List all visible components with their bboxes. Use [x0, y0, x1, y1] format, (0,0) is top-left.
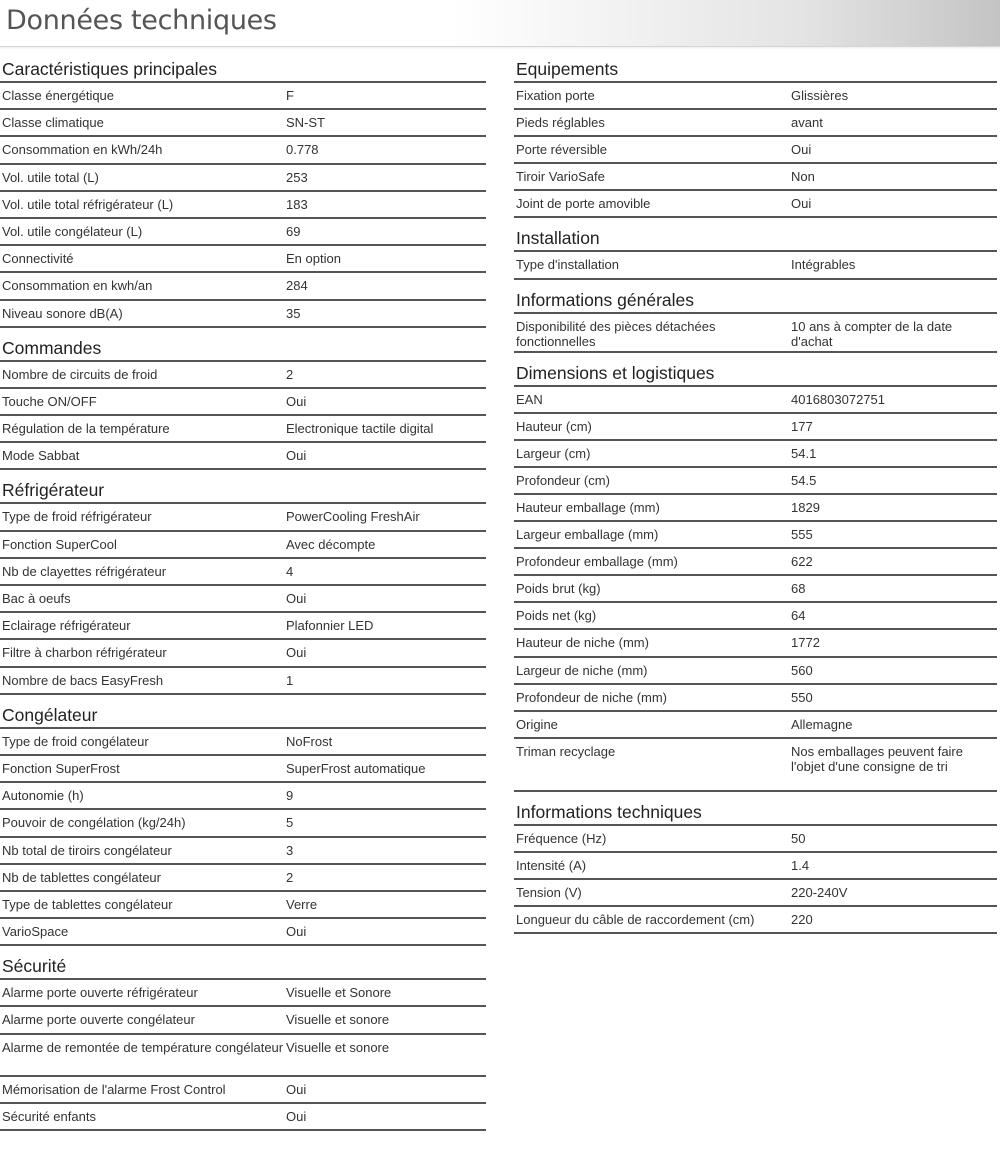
spec-value: Visuelle et sonore	[286, 1039, 390, 1055]
spec-value: Avec décompte	[286, 536, 376, 552]
spec-row	[514, 495, 997, 522]
spec-row	[0, 1077, 486, 1104]
spec-label: Hauteur (cm)	[516, 418, 592, 434]
spec-label: Nb de clayettes réfrigérateur	[2, 563, 167, 579]
spec-row	[0, 389, 486, 416]
spec-row	[0, 1007, 486, 1034]
spec-label: Vol. utile total (L)	[2, 169, 99, 185]
spec-row	[514, 522, 997, 549]
section-caracteristiques-principales	[0, 58, 486, 328]
spec-row	[0, 362, 486, 389]
spec-row	[514, 739, 997, 792]
spec-value: avant	[791, 115, 823, 131]
section-congelateur	[0, 704, 486, 947]
spec-label: Largeur emballage (mm)	[516, 527, 659, 543]
section-title: Installation	[514, 227, 997, 252]
spec-row	[0, 586, 486, 613]
section-title: Réfrigérateur	[0, 479, 486, 504]
spec-label: Mémorisation de l'alarme Frost Control	[2, 1081, 226, 1097]
spec-row	[514, 603, 997, 630]
right-column	[514, 58, 997, 934]
spec-value: 5	[286, 815, 294, 831]
spec-value: 1772	[791, 635, 820, 651]
spec-row	[0, 443, 486, 470]
spec-label: Type d'installation	[516, 257, 619, 273]
section-commandes	[0, 337, 486, 471]
spec-label: Vol. utile congélateur (L)	[2, 223, 143, 239]
spec-row	[0, 783, 486, 810]
spec-row	[514, 880, 997, 907]
spec-label: Joint de porte amovible	[516, 196, 651, 212]
spec-value: Verre	[286, 896, 318, 912]
spec-label: Type de froid réfrigérateur	[2, 509, 152, 525]
spec-label: Poids net (kg)	[516, 608, 597, 624]
spec-row	[0, 273, 486, 300]
spec-row	[0, 219, 486, 246]
spec-value: Oui	[286, 591, 307, 606]
section-informations-techniques	[514, 801, 997, 934]
spec-label: Connectivité	[2, 251, 74, 267]
spec-row	[514, 441, 997, 468]
spec-value: Oui	[286, 1108, 307, 1124]
spec-label: Alarme porte ouverte congélateur	[2, 1012, 195, 1028]
spec-value: 177	[791, 418, 813, 434]
section-title: Informations techniques	[514, 801, 997, 826]
spec-row	[514, 576, 997, 603]
spec-value: 555	[791, 527, 813, 543]
spec-label: Tension (V)	[516, 884, 582, 900]
spec-value: 284	[286, 278, 308, 294]
spec-value: Oui	[286, 924, 307, 940]
spec-label: Pouvoir de congélation (kg/24h)	[2, 815, 186, 831]
spec-label: Nb total de tiroirs congélateur	[2, 842, 172, 858]
spec-value: 68	[791, 581, 806, 597]
spec-value: 10 ans à compter de la date d'achat	[791, 318, 953, 349]
spec-value: Intégrables	[791, 257, 856, 273]
spec-row	[514, 252, 997, 279]
spec-row	[0, 192, 486, 219]
spec-row	[514, 907, 997, 934]
spec-value: Oui	[286, 645, 307, 661]
spec-row	[514, 191, 997, 218]
spec-value: 550	[791, 689, 813, 705]
spec-row	[514, 83, 997, 110]
spec-row	[0, 729, 486, 756]
spec-row	[0, 892, 486, 919]
spec-row	[0, 246, 486, 273]
spec-row	[514, 853, 997, 880]
spec-row	[0, 1104, 486, 1131]
spec-row	[514, 658, 997, 685]
spec-value: 253	[286, 169, 308, 185]
spec-label: Largeur (cm)	[516, 445, 591, 461]
spec-value: 1	[286, 672, 294, 688]
section-title: Commandes	[0, 337, 486, 362]
spec-row	[0, 83, 486, 110]
spec-label: Origine	[516, 716, 558, 732]
section-installation	[514, 227, 997, 279]
spec-label: Mode Sabbat	[2, 448, 80, 464]
spec-label: Intensité (A)	[516, 857, 587, 873]
spec-value: 2	[286, 366, 294, 382]
spec-value: Allemagne	[791, 716, 853, 732]
spec-row	[514, 685, 997, 712]
spec-label: Profondeur (cm)	[516, 472, 610, 488]
section-title: Congélateur	[0, 704, 486, 729]
spec-label: Classe climatique	[2, 115, 104, 131]
spec-value: 69	[286, 223, 301, 239]
section-title: Informations générales	[514, 289, 997, 314]
spec-row	[0, 980, 486, 1007]
spec-label: Porte réversible	[516, 142, 608, 158]
page-title: Données techniques	[6, 5, 277, 36]
spec-label: Fréquence (Hz)	[516, 830, 607, 846]
spec-value: Plafonnier LED	[286, 618, 374, 634]
spec-label: Type de tablettes congélateur	[2, 896, 173, 912]
spec-label: Touche ON/OFF	[2, 393, 97, 409]
spec-value: 622	[791, 554, 813, 570]
spec-row	[0, 865, 486, 892]
section-equipements	[514, 58, 997, 218]
spec-label: Fonction SuperFrost	[2, 760, 120, 776]
spec-value: 54.5	[791, 472, 817, 488]
spec-value: 220-240V	[791, 884, 848, 900]
spec-label: Nombre de circuits de froid	[2, 366, 158, 382]
spec-row	[0, 613, 486, 640]
spec-value: 50	[791, 830, 806, 846]
spec-row	[514, 137, 997, 164]
spec-value: Oui	[286, 393, 307, 409]
spec-label: Fixation porte	[516, 88, 595, 103]
spec-label: Eclairage réfrigérateur	[2, 618, 131, 634]
spec-value: 4	[286, 563, 294, 579]
spec-row	[514, 549, 997, 576]
spec-row	[0, 1035, 486, 1077]
spec-value: 4016803072751	[791, 391, 885, 407]
left-column	[0, 58, 486, 1131]
spec-label: Disponibilité des pièces détachées fonctionnelles	[516, 318, 716, 349]
spec-label: Autonomie (h)	[2, 788, 84, 804]
spec-value: En option	[286, 251, 341, 267]
spec-row	[0, 640, 486, 667]
spec-row	[0, 137, 486, 164]
section-refrigerateur	[0, 479, 486, 694]
section-title: Equipements	[514, 58, 997, 83]
section-title: Sécurité	[0, 955, 486, 980]
spec-value: NoFrost	[286, 733, 333, 749]
section-informations-generales	[514, 289, 997, 353]
spec-value: 1.4	[791, 857, 810, 873]
spec-value: 2	[286, 869, 294, 885]
spec-value: Oui	[286, 448, 307, 464]
spec-label: Profondeur emballage (mm)	[516, 554, 678, 570]
spec-value: Nos emballages peuvent faire l'objet d'une consigne de tri	[791, 743, 963, 774]
spec-value: 9	[286, 788, 294, 804]
spec-value: Glissières	[791, 88, 849, 103]
spec-value: 35	[286, 305, 301, 321]
spec-value: Oui	[286, 1081, 307, 1097]
spec-value: Non	[791, 169, 815, 185]
spec-label: Consommation en kWh/24h	[2, 142, 163, 158]
spec-row	[0, 838, 486, 865]
spec-value: PowerCooling FreshAir	[286, 509, 420, 525]
spec-label: Hauteur emballage (mm)	[516, 499, 660, 515]
spec-label: Régulation de la température	[2, 421, 170, 437]
spec-value: SN-ST	[286, 115, 325, 131]
spec-row	[0, 504, 486, 531]
spec-value: Visuelle et Sonore	[286, 985, 392, 1001]
spec-row	[514, 387, 997, 414]
spec-row	[0, 416, 486, 443]
spec-value: 54.1	[791, 445, 817, 461]
spec-row	[0, 110, 486, 137]
spec-row	[514, 468, 997, 495]
spec-row	[0, 919, 486, 946]
spec-row	[514, 826, 997, 853]
section-title: Caractéristiques principales	[0, 58, 486, 83]
spec-label: EAN	[516, 391, 543, 407]
spec-label: Longueur du câble de raccordement (cm)	[516, 912, 755, 928]
spec-row	[0, 559, 486, 586]
spec-label: Vol. utile total réfrigérateur (L)	[2, 196, 174, 212]
spec-row	[0, 668, 486, 695]
section-title: Dimensions et logistiques	[514, 362, 997, 387]
spec-label: Consommation en kwh/an	[2, 278, 153, 294]
spec-row	[0, 532, 486, 559]
spec-label: Nb de tablettes congélateur	[2, 869, 161, 885]
spec-value: F	[286, 88, 294, 103]
spec-label: Profondeur de niche (mm)	[516, 689, 668, 705]
spec-label: Sécurité enfants	[2, 1108, 96, 1124]
spec-label: Hauteur de niche (mm)	[516, 635, 649, 651]
spec-label: Bac à oeufs	[2, 591, 71, 606]
page-header	[0, 0, 1000, 47]
spec-value: Oui	[791, 142, 812, 158]
spec-label: VarioSpace	[2, 924, 69, 940]
spec-label: Tiroir VarioSafe	[516, 169, 605, 185]
spec-label: Type de froid congélateur	[2, 733, 149, 749]
spec-label: Pieds réglables	[516, 115, 605, 131]
spec-value: 0.778	[286, 142, 319, 158]
spec-label: Largeur de niche (mm)	[516, 662, 648, 678]
spec-label: Alarme porte ouverte réfrigérateur	[2, 985, 198, 1001]
section-securite	[0, 955, 486, 1131]
spec-value: Electronique tactile digital	[286, 421, 434, 437]
spec-value: 3	[286, 842, 294, 858]
spec-row	[514, 314, 997, 353]
spec-label: Poids brut (kg)	[516, 581, 601, 597]
spec-row	[0, 165, 486, 192]
section-dimensions-et-logistiques	[514, 362, 997, 792]
spec-value: 560	[791, 662, 813, 678]
spec-row	[514, 164, 997, 191]
spec-value: 1829	[791, 499, 820, 515]
spec-label: Triman recyclage	[516, 743, 616, 759]
spec-value: 183	[286, 196, 308, 212]
spec-row	[514, 712, 997, 739]
spec-row	[514, 630, 997, 657]
spec-label: Nombre de bacs EasyFresh	[2, 672, 164, 688]
spec-value: 64	[791, 608, 806, 624]
spec-row	[514, 110, 997, 137]
spec-label: Classe énergétique	[2, 88, 115, 103]
spec-row	[0, 810, 486, 837]
spec-label: Niveau sonore dB(A)	[2, 305, 123, 321]
spec-value: Visuelle et sonore	[286, 1012, 390, 1028]
spec-row	[0, 756, 486, 783]
spec-row	[0, 301, 486, 328]
spec-row	[514, 414, 997, 441]
spec-value: 220	[791, 912, 813, 928]
spec-label: Filtre à charbon réfrigérateur	[2, 645, 167, 661]
spec-value: SuperFrost automatique	[286, 760, 426, 776]
spec-label: Fonction SuperCool	[2, 536, 117, 552]
spec-label: Alarme de remontée de température congélateur	[2, 1039, 284, 1055]
spec-value: Oui	[791, 196, 812, 212]
